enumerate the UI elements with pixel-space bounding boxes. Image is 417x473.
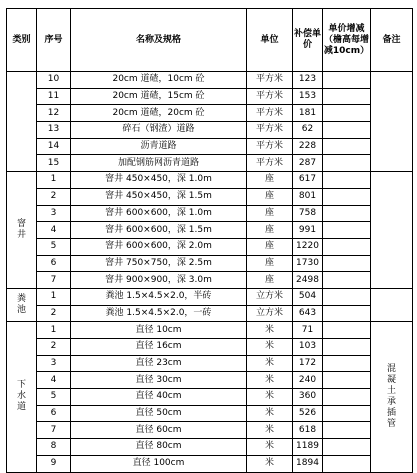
table-row <box>7 272 413 289</box>
item-name: 窨井 600×600，深 1.5m <box>71 222 247 239</box>
surcharge-cell <box>323 105 371 122</box>
item-unit: 座 <box>247 172 293 189</box>
header-remark: 备注 <box>371 9 413 72</box>
item-price: 1730 <box>293 255 323 272</box>
item-price: 228 <box>293 138 323 155</box>
surcharge-cell <box>323 405 371 422</box>
remark-cell <box>371 322 413 472</box>
item-unit: 平方米 <box>247 105 293 122</box>
surcharge-cell <box>323 138 371 155</box>
item-name: 直径 80cm <box>71 439 247 456</box>
item-name: 粪池 1.5×4.5×2.0，半砖 <box>71 288 247 305</box>
table-row <box>7 405 413 422</box>
item-name: 直径 100cm <box>71 455 247 472</box>
table-row <box>7 305 413 322</box>
table-header <box>7 9 413 72</box>
item-name: 直径 23cm <box>71 355 247 372</box>
item-unit: 座 <box>247 222 293 239</box>
row-number: 5 <box>37 389 71 406</box>
item-unit: 米 <box>247 405 293 422</box>
item-unit: 米 <box>247 439 293 456</box>
item-unit: 平方米 <box>247 122 293 139</box>
category-label: 粪池 <box>16 294 26 316</box>
item-price: 2498 <box>293 272 323 289</box>
table-row <box>7 72 413 89</box>
row-number: 2 <box>37 305 71 322</box>
item-name: 窨井 450×450，深 1.0m <box>71 172 247 189</box>
table-row <box>7 355 413 372</box>
item-name: 20cm 道碴，20cm 砼 <box>71 105 247 122</box>
category-cell <box>7 72 37 172</box>
category-cell <box>7 288 37 321</box>
item-unit: 座 <box>247 272 293 289</box>
header-unit: 单位 <box>247 9 293 72</box>
item-price: 1894 <box>293 455 323 472</box>
item-name: 直径 40cm <box>71 389 247 406</box>
surcharge-cell <box>323 122 371 139</box>
table-row <box>7 138 413 155</box>
item-name: 窨井 600×600，深 1.0m <box>71 205 247 222</box>
row-number: 11 <box>37 88 71 105</box>
item-price: 801 <box>293 188 323 205</box>
item-price: 1220 <box>293 238 323 255</box>
item-price: 123 <box>293 72 323 89</box>
surcharge-cell <box>323 439 371 456</box>
item-name: 窨井 750×750，深 2.5m <box>71 255 247 272</box>
item-price: 103 <box>293 339 323 356</box>
table-row <box>7 288 413 305</box>
row-number: 1 <box>37 288 71 305</box>
surcharge-cell <box>323 455 371 472</box>
row-number: 6 <box>37 405 71 422</box>
surcharge-cell <box>323 155 371 172</box>
surcharge-cell <box>323 389 371 406</box>
item-price: 504 <box>293 288 323 305</box>
table-row <box>7 389 413 406</box>
item-price: 181 <box>293 105 323 122</box>
row-number: 7 <box>37 272 71 289</box>
item-price: 287 <box>293 155 323 172</box>
price-table-sheet <box>6 8 413 473</box>
category-cell <box>7 172 37 289</box>
item-name: 加配钢筋网沥青道路 <box>71 155 247 172</box>
item-name: 粪池 1.5×4.5×2.0，一砖 <box>71 305 247 322</box>
row-number: 2 <box>37 188 71 205</box>
header-name: 名称及规格 <box>71 9 247 72</box>
table-row <box>7 372 413 389</box>
remark-cell <box>371 72 413 172</box>
category-label: 窨井 <box>16 219 26 241</box>
table-row <box>7 238 413 255</box>
row-number: 4 <box>37 372 71 389</box>
item-unit: 米 <box>247 389 293 406</box>
row-number: 15 <box>37 155 71 172</box>
compensation-price-table <box>6 8 413 473</box>
row-number: 6 <box>37 255 71 272</box>
header-price <box>293 9 323 72</box>
surcharge-cell <box>323 422 371 439</box>
row-number: 1 <box>37 322 71 339</box>
header-surcharge <box>323 9 371 72</box>
item-unit: 座 <box>247 205 293 222</box>
item-price: 172 <box>293 355 323 372</box>
item-price: 1189 <box>293 439 323 456</box>
item-unit: 米 <box>247 339 293 356</box>
surcharge-cell <box>323 172 371 189</box>
item-unit: 立方米 <box>247 305 293 322</box>
item-name: 直径 60cm <box>71 422 247 439</box>
surcharge-cell <box>323 355 371 372</box>
surcharge-cell <box>323 305 371 322</box>
item-unit: 米 <box>247 322 293 339</box>
row-number: 10 <box>37 72 71 89</box>
row-number: 5 <box>37 238 71 255</box>
header-category: 类别 <box>7 9 37 72</box>
item-unit: 平方米 <box>247 155 293 172</box>
table-row <box>7 105 413 122</box>
item-unit: 米 <box>247 372 293 389</box>
remark-cell <box>371 288 413 321</box>
table-row <box>7 439 413 456</box>
table-row <box>7 205 413 222</box>
item-name: 窨井 600×600，深 2.0m <box>71 238 247 255</box>
item-unit: 米 <box>247 355 293 372</box>
header-surcharge-text: 单价增减（檐高每增减10cm） <box>323 23 370 56</box>
surcharge-cell <box>323 222 371 239</box>
table-row <box>7 322 413 339</box>
table-row <box>7 88 413 105</box>
row-number: 13 <box>37 122 71 139</box>
item-price: 62 <box>293 122 323 139</box>
category-cell <box>7 322 37 472</box>
surcharge-cell <box>323 238 371 255</box>
row-number: 3 <box>37 205 71 222</box>
item-name: 沥青道路 <box>71 138 247 155</box>
table-row <box>7 339 413 356</box>
row-number: 2 <box>37 339 71 356</box>
item-price: 526 <box>293 405 323 422</box>
item-unit: 平方米 <box>247 72 293 89</box>
surcharge-cell <box>323 188 371 205</box>
item-unit: 座 <box>247 188 293 205</box>
surcharge-cell <box>323 372 371 389</box>
table-body <box>7 72 413 473</box>
table-row <box>7 172 413 189</box>
item-price: 71 <box>293 322 323 339</box>
item-name: 直径 30cm <box>71 372 247 389</box>
table-row <box>7 188 413 205</box>
item-unit: 米 <box>247 422 293 439</box>
item-unit: 平方米 <box>247 88 293 105</box>
surcharge-cell <box>323 72 371 89</box>
item-price: 643 <box>293 305 323 322</box>
table-row <box>7 222 413 239</box>
item-name: 直径 10cm <box>71 322 247 339</box>
remark-cell <box>371 172 413 289</box>
category-label: 下水道 <box>16 380 26 413</box>
item-name: 20cm 道碴，15cm 砼 <box>71 88 247 105</box>
header-seq: 序号 <box>37 9 71 72</box>
item-price: 758 <box>293 205 323 222</box>
item-price: 618 <box>293 422 323 439</box>
surcharge-cell <box>323 205 371 222</box>
item-price: 360 <box>293 389 323 406</box>
item-price: 991 <box>293 222 323 239</box>
table-row <box>7 155 413 172</box>
row-number: 7 <box>37 422 71 439</box>
table-row <box>7 122 413 139</box>
surcharge-cell <box>323 339 371 356</box>
header-price-text: 补偿单价 <box>293 29 321 50</box>
surcharge-cell <box>323 288 371 305</box>
row-number: 4 <box>37 222 71 239</box>
row-number: 3 <box>37 355 71 372</box>
row-number: 14 <box>37 138 71 155</box>
table-row <box>7 455 413 472</box>
item-unit: 立方米 <box>247 288 293 305</box>
row-number: 1 <box>37 172 71 189</box>
item-price: 153 <box>293 88 323 105</box>
item-name: 直径 16cm <box>71 339 247 356</box>
item-name: 窨井 900×900，深 3.0m <box>71 272 247 289</box>
surcharge-cell <box>323 88 371 105</box>
row-number: 9 <box>37 455 71 472</box>
item-price: 617 <box>293 172 323 189</box>
table-row <box>7 255 413 272</box>
item-unit: 座 <box>247 238 293 255</box>
item-name: 窨井 450×450，深 1.5m <box>71 188 247 205</box>
item-unit: 平方米 <box>247 138 293 155</box>
surcharge-cell <box>323 322 371 339</box>
surcharge-cell <box>323 272 371 289</box>
item-name: 碎石（钢渣）道路 <box>71 122 247 139</box>
item-name: 20cm 道碴，10cm 砼 <box>71 72 247 89</box>
row-number: 8 <box>37 439 71 456</box>
item-unit: 米 <box>247 455 293 472</box>
item-name: 直径 50cm <box>71 405 247 422</box>
surcharge-cell <box>323 255 371 272</box>
table-row <box>7 422 413 439</box>
item-price: 240 <box>293 372 323 389</box>
row-number: 12 <box>37 105 71 122</box>
item-unit: 座 <box>247 255 293 272</box>
remark-text: 混凝土承插管 <box>386 363 396 429</box>
